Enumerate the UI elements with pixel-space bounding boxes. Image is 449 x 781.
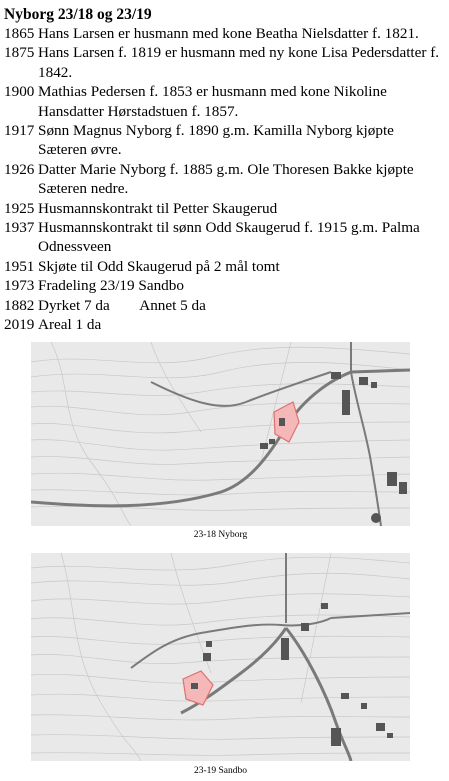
- entry-text: Husmannskontrakt til Petter Skaugerud: [38, 199, 278, 217]
- page-title: Nyborg 23/18 og 23/19: [4, 6, 152, 23]
- history-entry: [4, 160, 444, 199]
- history-entry: [4, 296, 444, 315]
- entry-text: Skjøte til Odd Skaugerud på 2 mål tomt: [38, 257, 280, 275]
- map-figure-nyborg: [31, 342, 410, 540]
- map-figure-sandbo: [31, 553, 410, 779]
- entry-year: 1900: [4, 83, 35, 101]
- entry-text: Areal 1 da: [38, 316, 102, 334]
- history-entry: [4, 121, 444, 160]
- history-entry: [4, 218, 444, 257]
- map-caption: 23-19 Sandbo: [193, 766, 248, 776]
- entry-year: 1882: [4, 296, 35, 314]
- entry-text: Hans Larsen f. 1819 er husmann med ny kone Lisa Pedersdatter f. 1842.: [38, 44, 440, 81]
- entry-text: Fradeling 23/19 Sandbo: [38, 277, 184, 295]
- entry-text: Sønn Magnus Nyborg f. 1890 g.m. Kamilla Nyborg kjøpte Sæteren øvre.: [38, 122, 394, 159]
- history-entry: [4, 82, 444, 121]
- entry-text: Dyrket 7 da Annet 5 da: [38, 296, 206, 314]
- entry-text: Mathias Pedersen f. 1853 er husmann med kone Nikoline Hansdatter Hørstadstuen f. 1857.: [38, 83, 387, 120]
- map-caption: 23-18 Nyborg: [193, 530, 248, 540]
- entry-year: 1937: [4, 219, 35, 237]
- entry-year: 1925: [4, 199, 35, 217]
- entry-year: 1865: [4, 25, 35, 42]
- entry-text: Husmannskontrakt til sønn Odd Skaugerud f. 1915 g.m. Palma Odnessveen: [38, 219, 420, 256]
- history-entry: [4, 43, 444, 82]
- history-list: [4, 24, 444, 335]
- history-entry: [4, 276, 444, 295]
- entry-year: 1973: [4, 277, 35, 295]
- history-entry: [4, 257, 444, 276]
- entry-year: 1917: [4, 122, 35, 140]
- entry-year: 1926: [4, 160, 35, 178]
- history-entry: [4, 315, 444, 334]
- history-entry: [4, 199, 444, 218]
- entry-text: Datter Marie Nyborg f. 1885 g.m. Ole Thoresen Bakke kjøpte Sæteren nedre.: [38, 160, 414, 198]
- map-background: [31, 342, 410, 526]
- entry-year: 1951: [4, 257, 35, 275]
- entry-year: 2019: [4, 316, 35, 334]
- entry-text: Hans Larsen er husmann med kone Beatha Nielsdatter f. 1821.: [38, 25, 419, 42]
- map-nyborg: [31, 342, 410, 526]
- history-entry: [4, 24, 444, 43]
- entry-year: 1875: [4, 44, 35, 62]
- map-sandbo: [31, 553, 410, 761]
